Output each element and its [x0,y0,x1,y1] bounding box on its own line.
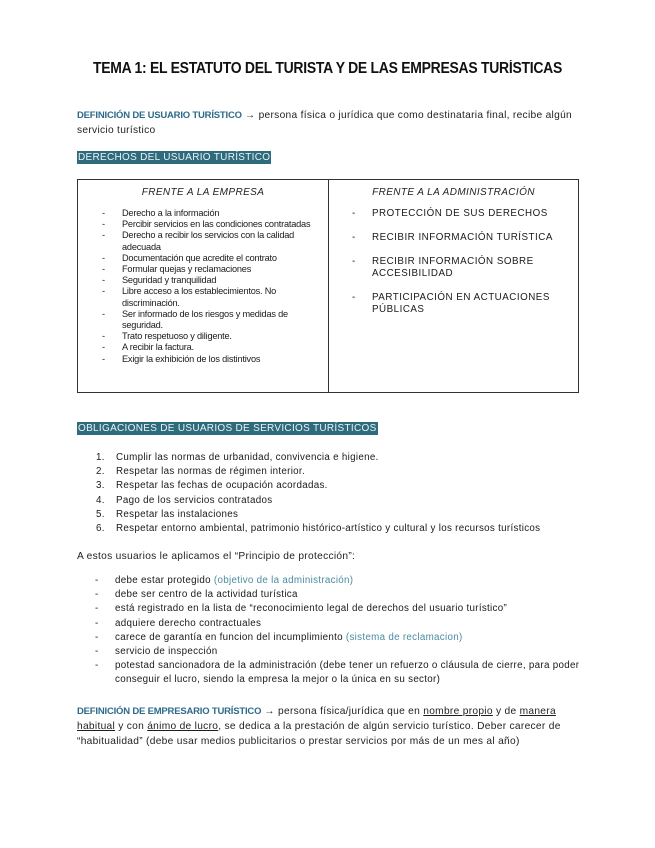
list-item [77,522,582,536]
list-number: 4. [96,494,105,506]
administracion-rights-list [329,208,578,316]
arrow: → [241,110,259,121]
definicion-usuario-paragraph [77,108,582,138]
obligaciones-heading: OBLIGACIONES DE USUARIOS DE SERVICIOS TURÍSTICOS [78,423,377,434]
list-item: - RECIBIR INFORMACIÓN TURÍSTICA [329,232,578,244]
list-item: - adquiere derecho contractuales [77,617,582,631]
text-run: persona física/jurídica que en [278,706,424,717]
list-number: 1. [96,452,105,463]
principio-note: (objetivo de la administración) [213,575,354,586]
list-item: - Trato respetuoso y diligente. [78,331,328,342]
list-number: 6. [96,523,105,535]
underlined-term: manera habitual [77,706,556,732]
list-item: - PROTECCIÓN DE SUS DERECHOS [329,208,578,220]
list-item: - Documentación que acredite el contrato [78,253,328,264]
list-item: - Derecho a la información [78,208,328,219]
administracion-column [329,180,578,392]
list-item [77,631,582,645]
list-item: - está registrado en la lista de “reconocimiento legal de derechos del usuario turístico” [77,602,582,616]
list-item-text: carece de garantía en funcion del incumplimiento [115,631,346,643]
list-item-text: Respetar las fechas de ocupación acordadas. [116,480,328,492]
obligaciones-list [77,451,582,536]
underlined-term: ánimo de lucro [147,721,219,732]
text-run: , se dedica a la prestación de algún servicio turístico. Deber carecer de “habitualidad” (debe usar medios publicitarios o prestar servicios por más de un mes al año) [77,721,561,747]
list-item: - RECIBIR INFORMACIÓN SOBRE ACCESIBILIDAD [329,256,578,280]
principio-list [77,574,582,688]
list-item-text: Pago de los servicios contratados [116,494,273,506]
list-item: - PARTICIPACIÓN EN ACTUACIONES PÚBLICAS [329,292,578,316]
text-run: y con [115,721,148,732]
list-item [77,494,582,508]
list-item: - Seguridad y tranquilidad [78,275,328,286]
underlined-term: nombre propio [423,706,493,717]
list-item: - Exigir la exhibición de los distintivos [78,354,328,365]
list-item-text: Respetar las instalaciones [116,508,239,520]
list-item: - debe ser centro de la actividad turística [77,588,582,602]
list-item [77,479,582,493]
list-item: - Percibir servicios en las condiciones contratadas [78,219,328,230]
empresa-rights-list [78,208,328,365]
definicion-usuario-text: persona física o jurídica que como destinataria final, recibe algún servicio turístico [77,110,573,136]
list-item: - Derecho a recibir los servicios con la calidad adecuada [78,230,328,252]
definicion-empresario-paragraph [77,704,582,749]
list-item: - potestad sancionadora de la administración (debe tener un refuerzo o cláusula de cierre, para poder conseguir el lucro, siendo la empresa la mejor o la única en su sector) [77,659,582,687]
list-number: 3. [96,480,105,492]
list-item-text: Respetar entorno ambiental, patrimonio histórico-artístico y cultural y los recursos turísticos [116,523,541,535]
list-item: - Formular quejas y reclamaciones [78,264,328,275]
definicion-usuario-lead: DEFINICIÓN DE USUARIO TURÍSTICO [77,110,242,121]
principio-note: (sistema de reclamacion) [345,631,463,643]
list-item [77,574,582,588]
list-number: 2. [96,466,105,478]
derechos-heading: DERECHOS DEL USUARIO TURÍSTICO [78,152,271,163]
list-item [77,451,582,465]
list-item: - A recibir la factura. [78,342,328,353]
list-item-text: debe estar protegido [115,575,214,586]
list-item [77,508,582,522]
principio-intro: A estos usuarios le aplicamos el “Principio de protección”: [77,551,356,562]
list-item: - Ser informado de los riesgos y medidas de seguridad. [78,309,328,331]
list-item [77,465,582,479]
list-item-text: Cumplir las normas de urbanidad, convivencia e higiene. [116,452,379,463]
empresa-column [78,180,329,392]
administracion-column-header: FRENTE A LA ADMINISTRACIÓN [372,187,535,198]
derechos-table [77,179,579,393]
definicion-empresario-lead: DEFINICIÓN DE EMPRESARIO TURÍSTICO [77,706,262,717]
arrow: → [261,706,279,717]
list-item-text: Respetar las normas de régimen interior. [116,466,305,478]
list-item: - servicio de inspección [77,645,582,659]
empresa-column-header: FRENTE A LA EMPRESA [141,187,265,198]
document-title: TEMA 1: EL ESTATUTO DEL TURISTA Y DE LAS EMPRESAS TURÍSTICAS [92,60,563,77]
list-number: 5. [96,508,105,520]
list-item: - Libre acceso a los establecimientos. No discriminación. [78,286,328,308]
text-run: y de [492,706,520,717]
